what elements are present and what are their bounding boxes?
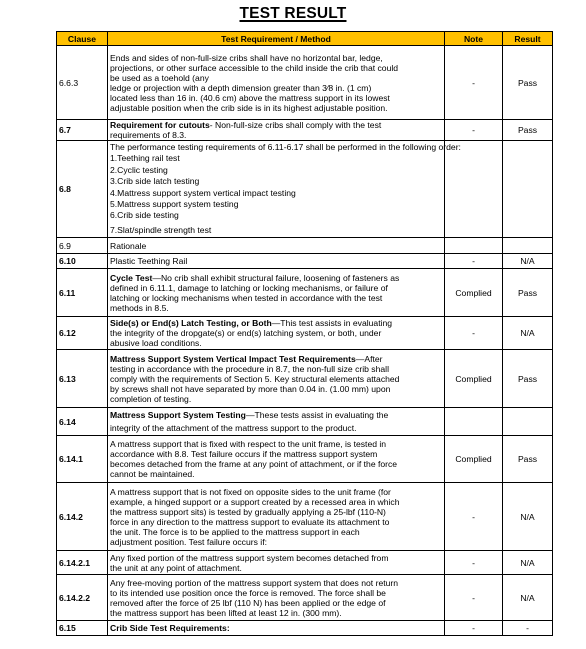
result-cell (503, 408, 553, 436)
result-cell: N/A (503, 483, 553, 551)
table-row (57, 120, 553, 141)
requirement-line: by screws shall not have separated by more than 0.04 in. (1.00 mm) upon (110, 383, 391, 394)
requirement-text: —This test assists in evaluating (271, 318, 393, 328)
requirement-line: Plastic Teething Rail (110, 256, 188, 266)
requirement-line: 5.Mattress support system testing (110, 198, 239, 209)
requirement-line: completion of testing. (110, 393, 192, 404)
table-row (57, 238, 553, 254)
requirement-line: A mattress support that is not fixed on opposite sides to the unit frame (for (110, 486, 391, 497)
requirement-cell (108, 141, 461, 238)
requirement-text: —No crib shall exhibit structural failure, loosening of fasteners as (152, 272, 400, 283)
result-cell (503, 141, 553, 238)
table-row (57, 551, 553, 575)
requirement-cell (108, 317, 445, 350)
requirement-line: testing in accordance with the procedure in 8.7, the non-full size crib shall (110, 363, 389, 374)
requirement-lead: Crib Side Test Requirements: (110, 623, 230, 633)
note-cell: - (445, 254, 503, 269)
requirement-line: Ends and sides of non-full-size cribs shall have no horizontal bar, ledge, (110, 52, 383, 63)
requirement-line: becomes detached from the frame at any point of attachment, or if the force (110, 459, 398, 469)
requirement-line: accordance with 8.8. Test failure occurs if the mattress support system (110, 449, 378, 459)
table-row (57, 575, 553, 621)
result-cell: Pass (503, 436, 553, 483)
column-header-clause: Clause (57, 32, 108, 46)
requirement-lead: Requirement for cutouts (110, 120, 210, 130)
table-row (57, 254, 553, 269)
note-cell: - (445, 551, 503, 575)
requirement-line: A mattress support that is fixed with respect to the unit frame, is tested in (110, 439, 387, 449)
table-row (57, 317, 553, 350)
requirement-line (110, 354, 442, 364)
requirement-text: —After (355, 353, 383, 364)
requirement-line: located less than 16 in. (40.6 cm) above the mattress support in its lowest (110, 92, 390, 103)
requirement-line: latching or locking mechanisms when tested in accordance with the test (110, 292, 383, 303)
table-row (57, 483, 553, 551)
table-row (57, 621, 553, 636)
note-cell: Complied (445, 350, 503, 408)
requirement-line: 7.Slat/spindle strength test (110, 224, 212, 235)
requirement-line: force in any direction to the mattress support to evaluate its attachment to (110, 516, 390, 527)
requirement-line: 4.Mattress support system vertical impact testing (110, 187, 296, 198)
requirement-line: requirements of 8.3. (110, 130, 187, 140)
result-cell: - (503, 621, 553, 636)
requirement-line: the unit. The force is to be applied to the mattress support in each (110, 526, 360, 537)
clause-cell: 6.6.3 (57, 46, 108, 120)
clause-cell: 6.8 (57, 141, 108, 238)
table-row (57, 141, 553, 238)
requirement-line: projections, or other surface accessible to the child inside the crib that could (110, 62, 399, 73)
requirement-cell (108, 254, 445, 269)
table-row (57, 436, 553, 483)
requirement-line (110, 318, 442, 328)
table-row (57, 269, 553, 317)
column-header-requirement: Test Requirement / Method (108, 32, 445, 46)
test-result-table (56, 31, 553, 636)
requirement-line: integrity of the attachment of the mattress support to the product. (110, 422, 357, 433)
requirement-line: ledge or projection with a depth dimension greater than 3⁄8 in. (1 cm) (110, 82, 372, 93)
clause-cell: 6.7 (57, 120, 108, 141)
requirement-line: 1.Teething rail test (110, 153, 180, 164)
clause-cell: 6.14.2 (57, 483, 108, 551)
requirement-line: comply with the requirements of Section 5. Key structural elements attached (110, 373, 400, 384)
requirement-line: The performance testing requirements of 6.11-6.17 shall be performed in the following order: (110, 141, 461, 152)
requirement-cell (108, 269, 445, 317)
requirement-line: 3.Crib side latch testing (110, 176, 200, 187)
requirement-line: Any free-moving portion of the mattress support system that does not return (110, 577, 399, 588)
requirement-line: the unit at any point of attachment. (110, 562, 242, 573)
result-cell (503, 238, 553, 254)
requirement-cell (108, 436, 445, 483)
requirement-text: —These tests assist in evaluating the (245, 409, 389, 420)
requirement-cell (108, 46, 445, 120)
note-cell (445, 141, 503, 238)
note-cell: - (445, 575, 503, 621)
requirement-line: removed after the force of 25 lbf (110 N) has been applied or the edge of (110, 597, 386, 608)
requirement-line: methods in 8.5. (110, 302, 169, 313)
requirement-lead: Cycle Test (110, 272, 153, 283)
requirement-text: - Non-full-size cribs shall comply with the test (209, 120, 382, 130)
clause-cell: 6.14.2.2 (57, 575, 108, 621)
requirement-line: the mattress support has been lifted at least 12 in. (300 mm). (110, 607, 342, 618)
clause-cell: 6.13 (57, 350, 108, 408)
result-cell: Pass (503, 46, 553, 120)
note-cell (445, 238, 503, 254)
requirement-lead: Mattress Support System Vertical Impact Test Requirements (110, 353, 356, 364)
requirement-cell (108, 120, 445, 141)
requirement-line (110, 409, 442, 422)
clause-cell: 6.12 (57, 317, 108, 350)
note-cell: - (445, 317, 503, 350)
table-header-row (57, 32, 553, 46)
requirement-line: cannot be maintained. (110, 469, 195, 479)
requirement-line: adjustable position when the crib side is in its highest adjustable position. (110, 102, 388, 113)
table-row (57, 350, 553, 408)
note-cell: - (445, 621, 503, 636)
clause-cell: 6.14.2.1 (57, 551, 108, 575)
note-cell: Complied (445, 269, 503, 317)
table-row (57, 408, 553, 436)
result-cell: N/A (503, 254, 553, 269)
column-header-note: Note (445, 32, 503, 46)
requirement-cell (108, 575, 445, 621)
document-title-text: TEST RESULT (239, 5, 347, 22)
requirement-line: abusive load conditions. (110, 338, 202, 348)
requirement-line: the mattress support sits) is tested by gradually applying a 25-lbf (110-N) (110, 506, 386, 517)
requirement-cell (108, 483, 445, 551)
clause-cell: 6.11 (57, 269, 108, 317)
requirement-cell (108, 408, 445, 436)
clause-cell: 6.14.1 (57, 436, 108, 483)
table-row (57, 46, 553, 120)
requirement-line: 2.Cyclic testing (110, 164, 168, 175)
column-header-result: Result (503, 32, 553, 46)
clause-cell: 6.15 (57, 621, 108, 636)
clause-cell: 6.10 (57, 254, 108, 269)
requirement-line: 6.Crib side testing (110, 210, 179, 221)
requirement-line: example, a hinged support or a support created by a recessed area in which (110, 496, 400, 507)
requirement-line: the integrity of the dropgate(s) or end(s) latching system, or both, under (110, 328, 382, 338)
result-cell: N/A (503, 317, 553, 350)
requirement-cell (108, 551, 445, 575)
clause-cell: 6.14 (57, 408, 108, 436)
result-cell: Pass (503, 350, 553, 408)
clause-cell: 6.9 (57, 238, 108, 254)
requirement-lead: Mattress Support System Testing (110, 409, 246, 420)
document-title (0, 5, 586, 23)
requirement-line: be used as a toehold (any (110, 72, 209, 83)
result-cell: Pass (503, 269, 553, 317)
result-cell: N/A (503, 551, 553, 575)
note-cell (445, 408, 503, 436)
requirement-line: Any fixed portion of the mattress support system becomes detached from (110, 552, 389, 563)
note-cell: - (445, 483, 503, 551)
requirement-line (110, 120, 442, 130)
result-cell: Pass (503, 120, 553, 141)
requirement-lead: Side(s) or End(s) Latch Testing, or Both (110, 318, 272, 328)
requirement-cell (108, 238, 445, 254)
requirement-line: adjustment position. Test failure occurs if: (110, 536, 267, 547)
note-cell: - (445, 120, 503, 141)
note-cell: - (445, 46, 503, 120)
requirement-cell (108, 350, 445, 408)
requirement-line: to its intended use position once the force is removed. The force shall be (110, 587, 386, 598)
requirement-line: defined in 6.11.1, damage to latching or locking mechanisms, or failure of (110, 282, 388, 293)
result-cell: N/A (503, 575, 553, 621)
note-cell: Complied (445, 436, 503, 483)
requirement-line (110, 273, 442, 283)
requirement-cell (108, 621, 445, 636)
requirement-line: Rationale (110, 240, 147, 251)
